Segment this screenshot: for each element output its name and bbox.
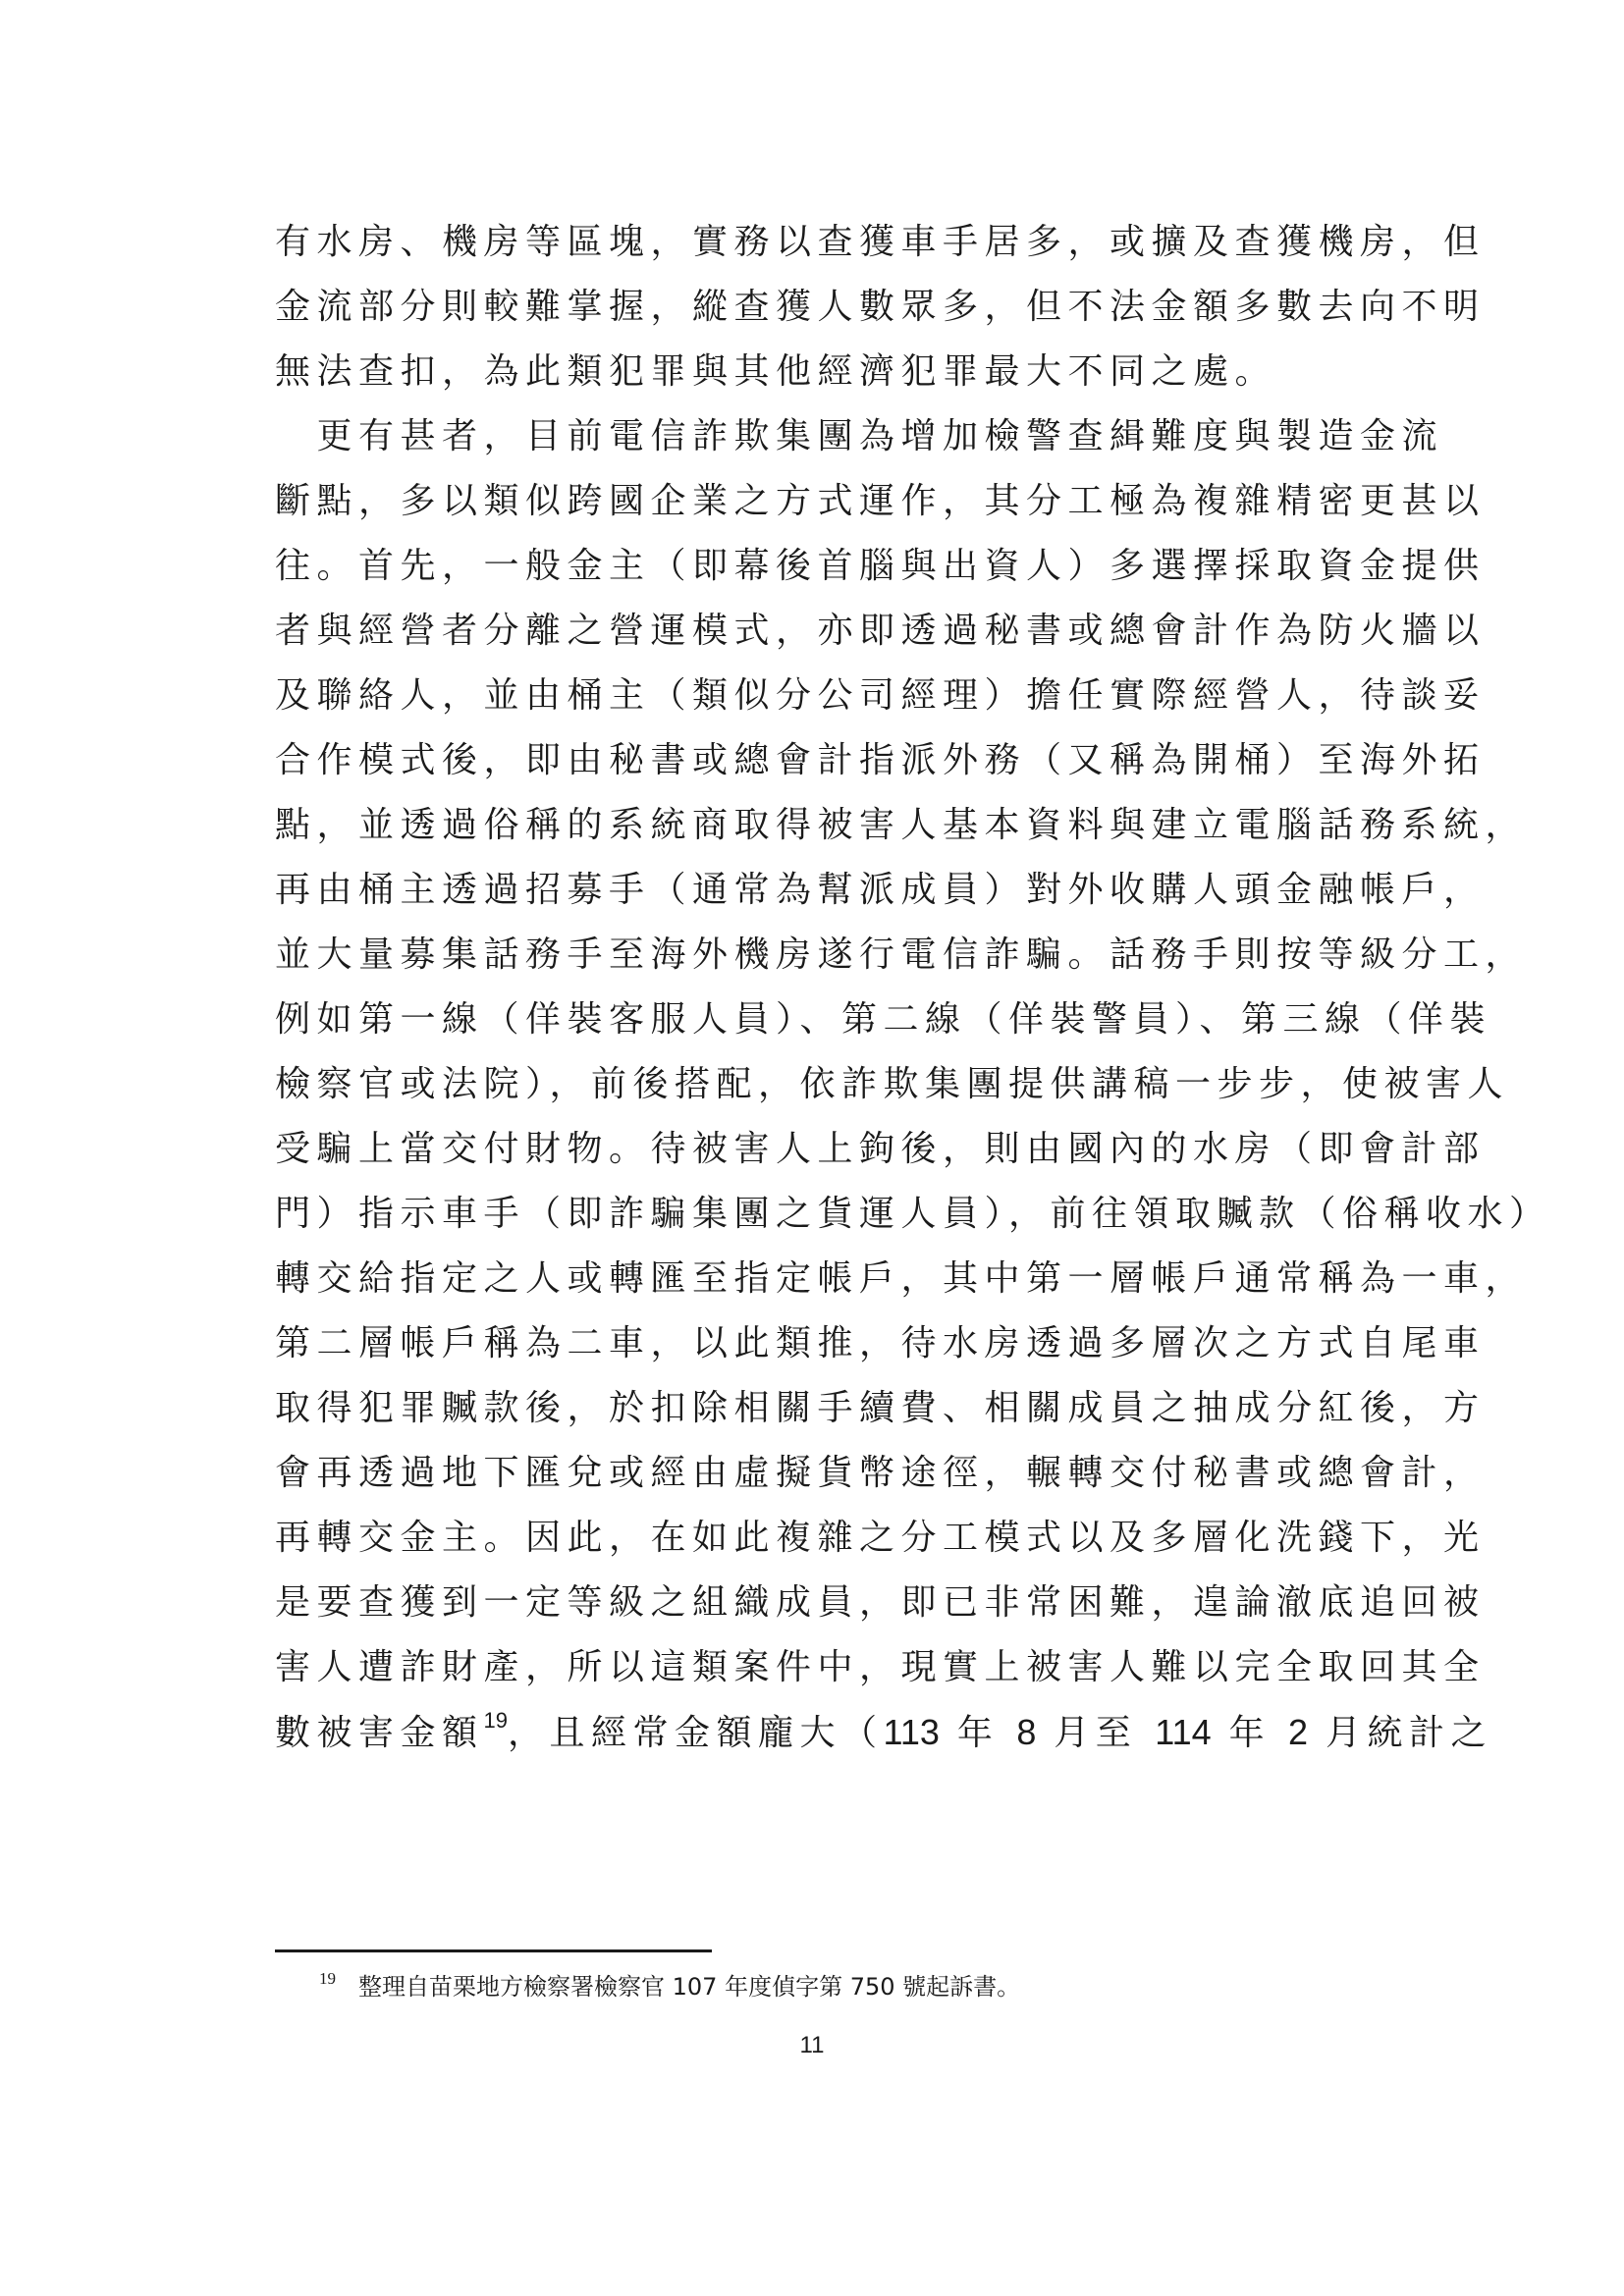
text-line-6: 往。首先，一般金主（即幕後首腦與出資人）多選擇採取資金提供 bbox=[275, 546, 1486, 586]
text-line-15: 受騙上當交付財物。待被害人上鉤後，則由國內的水房（即會計部 bbox=[275, 1129, 1486, 1169]
year-number: 113 bbox=[883, 1712, 940, 1752]
footnote-text: 整理自苗栗地方檢察署檢察官 107 年度偵字第 750 號起訴書。 bbox=[358, 1973, 1021, 2001]
text-line-1: 有水房、機房等區塊，實務以查獲車手居多，或擴及查獲機房，但 bbox=[275, 222, 1486, 262]
text-line-22: 是要查獲到一定等級之組織成員，即已非常困難，遑論澈底追回被 bbox=[275, 1582, 1486, 1623]
text-line-7: 者與經營者分離之營運模式，亦即透過秘書或總會計作為防火牆以 bbox=[275, 611, 1486, 651]
text-segment: 數被害金額 bbox=[275, 1713, 484, 1753]
text-line-8: 及聯絡人，並由桶主（類似分公司經理）擔任實際經營人，待談妥 bbox=[275, 675, 1486, 716]
text-line-14: 檢察官或法院），前後搭配，依詐欺集團提供講稿一步步，使被害人 bbox=[275, 1064, 1510, 1104]
text-segment: 年 bbox=[1211, 1713, 1289, 1753]
footnote-mark: 19 bbox=[319, 1969, 336, 1988]
text-line-10: 點，並透過俗稱的系統商取得被害人基本資料與建立電腦話務系統， bbox=[275, 805, 1528, 845]
text-segment: ，且經常金額龐大（ bbox=[508, 1713, 884, 1753]
text-line-9: 合作模式後，即由秘書或總會計指派外務（又稱為開桶）至海外拓 bbox=[275, 740, 1486, 780]
body-text bbox=[275, 210, 1551, 1765]
text-line-13: 例如第一線（佯裝客服人員）、第二線（佯裝警員）、第三線（佯裝 bbox=[275, 999, 1492, 1040]
text-line-3: 無法查扣，為此類犯罪與其他經濟犯罪最大不同之處。 bbox=[275, 351, 1277, 392]
text-line-4: 更有甚者，目前電信詐欺集團為增加檢警查緝難度與製造金流 bbox=[275, 416, 1444, 456]
month-number: 2 bbox=[1288, 1712, 1309, 1752]
text-line-24 bbox=[275, 1700, 1493, 1765]
text-segment: 年 bbox=[939, 1713, 1017, 1753]
text-line-2: 金流部分則較難掌握，縱查獲人數眾多，但不法金額多數去向不明 bbox=[275, 287, 1486, 327]
text-line-23: 害人遭詐財產，所以這類案件中，現實上被害人難以完全取回其全 bbox=[275, 1647, 1486, 1687]
year-number: 114 bbox=[1155, 1712, 1212, 1752]
text-segment: 月統計之 bbox=[1308, 1713, 1493, 1753]
footnote-reference[interactable]: 19 bbox=[483, 1708, 508, 1733]
text-line-5: 斷點，多以類似跨國企業之方式運作，其分工極為複雜精密更甚以 bbox=[275, 481, 1486, 521]
text-line-18: 第二層帳戶稱為二車，以此類推，待水房透過多層次之方式自尾車 bbox=[275, 1323, 1486, 1363]
footnote-separator bbox=[275, 1949, 712, 1952]
text-line-11: 再由桶主透過招募手（通常為幫派成員）對外收購人頭金融帳戶， bbox=[275, 870, 1486, 910]
text-line-16: 門）指示車手（即詐騙集團之貨運人員），前往領取贓款（俗稱收水） bbox=[275, 1194, 1551, 1234]
month-number: 8 bbox=[1016, 1712, 1037, 1752]
text-line-19: 取得犯罪贓款後，於扣除相關手續費、相關成員之抽成分紅後，方 bbox=[275, 1388, 1486, 1428]
text-segment: 月至 bbox=[1036, 1713, 1156, 1753]
text-line-21: 再轉交金主。因此，在如此複雜之分工模式以及多層化洗錢下，光 bbox=[275, 1518, 1486, 1558]
text-line-17: 轉交給指定之人或轉匯至指定帳戶，其中第一層帳戶通常稱為一車， bbox=[275, 1258, 1528, 1299]
text-line-20: 會再透過地下匯兌或經由虛擬貨幣途徑，輾轉交付秘書或總會計， bbox=[275, 1453, 1486, 1493]
text-line-12: 並大量募集話務手至海外機房遂行電信詐騙。話務手則按等級分工， bbox=[275, 934, 1528, 975]
page-number: 11 bbox=[799, 2032, 825, 2058]
